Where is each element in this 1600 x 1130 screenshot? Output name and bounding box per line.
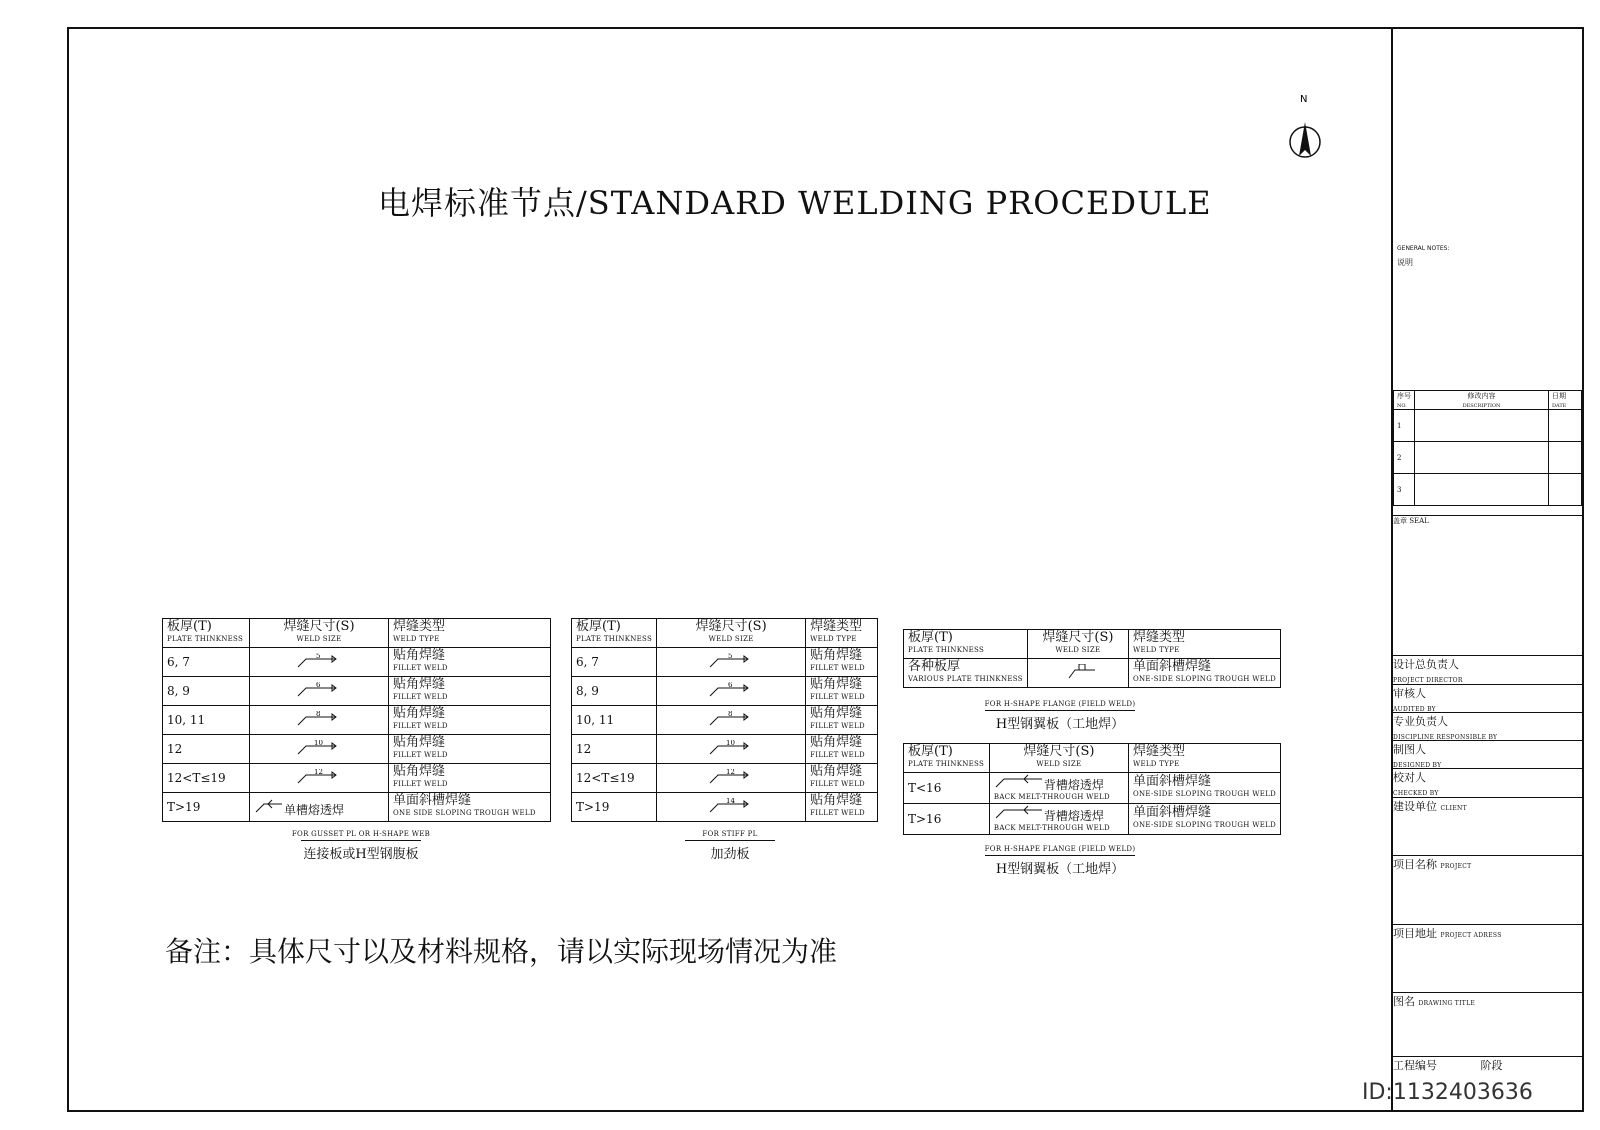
svg-text:8: 8 [728,711,733,718]
table-row: T>19 14 贴角焊缝 FILLET WELD [572,793,878,822]
fillet-weld-symbol-icon [708,769,754,785]
fillet-weld-symbol-icon [296,653,342,669]
north-arrow-icon [1287,92,1327,172]
remark-note: 备注：具体尺寸以及材料规格，请以实际现场情况为准 [165,935,838,968]
title-block-divider [1391,27,1393,1112]
table-row: T<16 背槽熔透焊 BACK MELT-THROUGH WELD 单面斜槽焊缝 ONE-SIDE SLOPING TROUGH WELD [904,773,1281,804]
revision-table: 序号 NO. 修改内容 DESCRIPTION 日期 DATE 1 2 3 [1393,390,1582,506]
back-weld-symbol-icon [994,804,1044,820]
table-row: 10, 11 8 贴角焊缝 FILLET WELD [163,706,551,735]
svg-text:8: 8 [316,711,321,718]
fillet-weld-symbol-icon [708,798,754,814]
fillet-weld-symbol-icon [708,682,754,698]
svg-text:5: 5 [316,653,321,660]
table-row: 12<T≤19 12 贴角焊缝 FILLET WELD [163,764,551,793]
project-address-field: 项目地址 PROJECT ADRESS [1393,924,1582,941]
table-row: 6, 7 5 贴角焊缝 FILLET WELD [572,648,878,677]
table-row: 8, 9 6 贴角焊缝 FILLET WELD [163,677,551,706]
fillet-weld-symbol-icon [296,740,342,756]
sloping-weld-symbol-icon [1055,664,1101,680]
watermark-id: ID:1132403636 [1362,1080,1533,1105]
svg-text:10: 10 [314,740,323,747]
table-row: 12 10 贴角焊缝 FILLET WELD [163,735,551,764]
job-number-field: 工程编号 阶段 [1393,1056,1582,1073]
table-row: T>19 单槽熔透焊 单面斜槽焊缝 ONE SIDE SLOPING TROUGH WELD [163,793,551,822]
svg-text:10: 10 [726,740,736,747]
fillet-weld-symbol-icon [296,769,342,785]
table-row: 各种板厚 VARIOUS PLATE THINKNESS 单面斜槽焊缝 ONE-SIDE SLOPING TROUGH WELD [904,659,1281,688]
table-row: 2 [1394,442,1582,474]
drawing-title: 电焊标准节点/STANDARD WELDING PROCEDULE [378,184,1212,222]
discipline-field: 专业负责人 DISCIPLINE RESPONSIBLE BY [1393,712,1582,739]
general-notes: GENERAL NOTES: 说明 [1397,245,1450,267]
fillet-weld-symbol-icon [708,711,754,727]
table-row: 3 [1394,474,1582,506]
table-row: 6, 7 5 贴角焊缝 FILLET WELD [163,648,551,677]
table-row: T>16 背槽熔透焊 BACK MELT-THROUGH WELD 单面斜槽焊缝 ONE-SIDE SLOPING TROUGH WELD [904,804,1281,835]
svg-text:12: 12 [726,769,736,776]
drawing-title-field: 图名 DRAWING TITLE [1393,992,1582,1009]
table-row: 10, 11 8 贴角焊缝 FILLET WELD [572,706,878,735]
table3-caption: FOR H-SHAPE FLANGE (FIELD WELD) H型钢翼板（工地焊） [984,700,1136,732]
svg-text:5: 5 [728,653,733,660]
client-field: 建设单位 CLIENT [1393,797,1582,814]
table1-caption: FOR GUSSET PL OR H-SHAPE WEB 连接板或H型钢腹板 [291,830,431,862]
fillet-weld-symbol-icon [708,653,754,669]
table2-caption: FOR STIFF PL 加劲板 [665,830,795,862]
weld-table-gusset: 板厚(T) PLATE THINKNESS 焊缝尺寸(S) WELD SIZE 焊缝类型 WELD TYPE 6, 7 5 贴角焊缝 FILLET WELD 8, 9 6 贴角焊缝 FILLET WELD 10, 11 8 贴角焊缝 FILLET WELD 12 10 贴角焊缝 FILLET WELD 12<T≤19 12 贴角焊缝 FILLET WELD T>19 单槽熔透焊 单面斜槽焊缝 ONE SIDE SLOPING TROUGH WELD [162,618,551,822]
director-field: 设计总负责人 PROJECT DIRECTOR [1393,655,1582,682]
fillet-weld-symbol-icon [296,682,342,698]
svg-text:N: N [1300,94,1308,105]
fillet-weld-symbol-icon [296,711,342,727]
trough-weld-symbol-icon [254,798,284,814]
designer-field: 制图人 DESIGNED BY [1393,740,1582,767]
table-row: 12 10 贴角焊缝 FILLET WELD [572,735,878,764]
project-name-field: 项目名称 PROJECT [1393,855,1582,872]
weld-table-stiffener: 板厚(T) PLATE THINKNESS 焊缝尺寸(S) WELD SIZE 焊缝类型 WELD TYPE 6, 7 5 贴角焊缝 FILLET WELD 8, 9 6 贴角焊缝 FILLET WELD 10, 11 8 贴角焊缝 FILLET WELD 12 10 贴角焊缝 FILLET WELD 12<T≤19 12 贴角焊缝 FILLET WELD T>19 14 贴角焊缝 FILLET WELD [571,618,878,822]
back-weld-symbol-icon [994,773,1044,789]
table-row: 1 [1394,410,1582,442]
table4-caption: FOR H-SHAPE FLANGE (FIELD WELD) H型钢翼板（工地焊） [984,845,1136,877]
svg-text:6: 6 [728,682,733,689]
fillet-weld-symbol-icon [708,740,754,756]
seal-field: 盖章 SEAL [1393,515,1582,526]
checker-field: 校对人 CHECKED BY [1393,768,1582,795]
audit-field: 审核人 AUDITED BY [1393,684,1582,711]
svg-text:6: 6 [316,682,321,689]
svg-text:12: 12 [314,769,323,776]
table-row: 12<T≤19 12 贴角焊缝 FILLET WELD [572,764,878,793]
weld-table-flange-thickness: 板厚(T) PLATE THINKNESS 焊缝尺寸(S) WELD SIZE 焊缝类型 WELD TYPE T<16 背槽熔透焊 BACK MELT-THROUGH WELD 单面斜槽焊缝 ONE-SIDE SLOPING TROUGH WELD T>16 背槽熔透焊 BACK MELT-THROUGH WELD 单面斜槽焊缝 ONE-SIDE SLOPING TROUGH WELD [903,743,1281,835]
svg-text:14: 14 [726,798,736,805]
weld-table-flange-various: 板厚(T) PLATE THINKNESS 焊缝尺寸(S) WELD SIZE 焊缝类型 WELD TYPE 各种板厚 VARIOUS PLATE THINKNESS 单面斜槽焊缝 ONE-SIDE SLOPING TROUGH WELD [903,629,1281,688]
table-row: 8, 9 6 贴角焊缝 FILLET WELD [572,677,878,706]
